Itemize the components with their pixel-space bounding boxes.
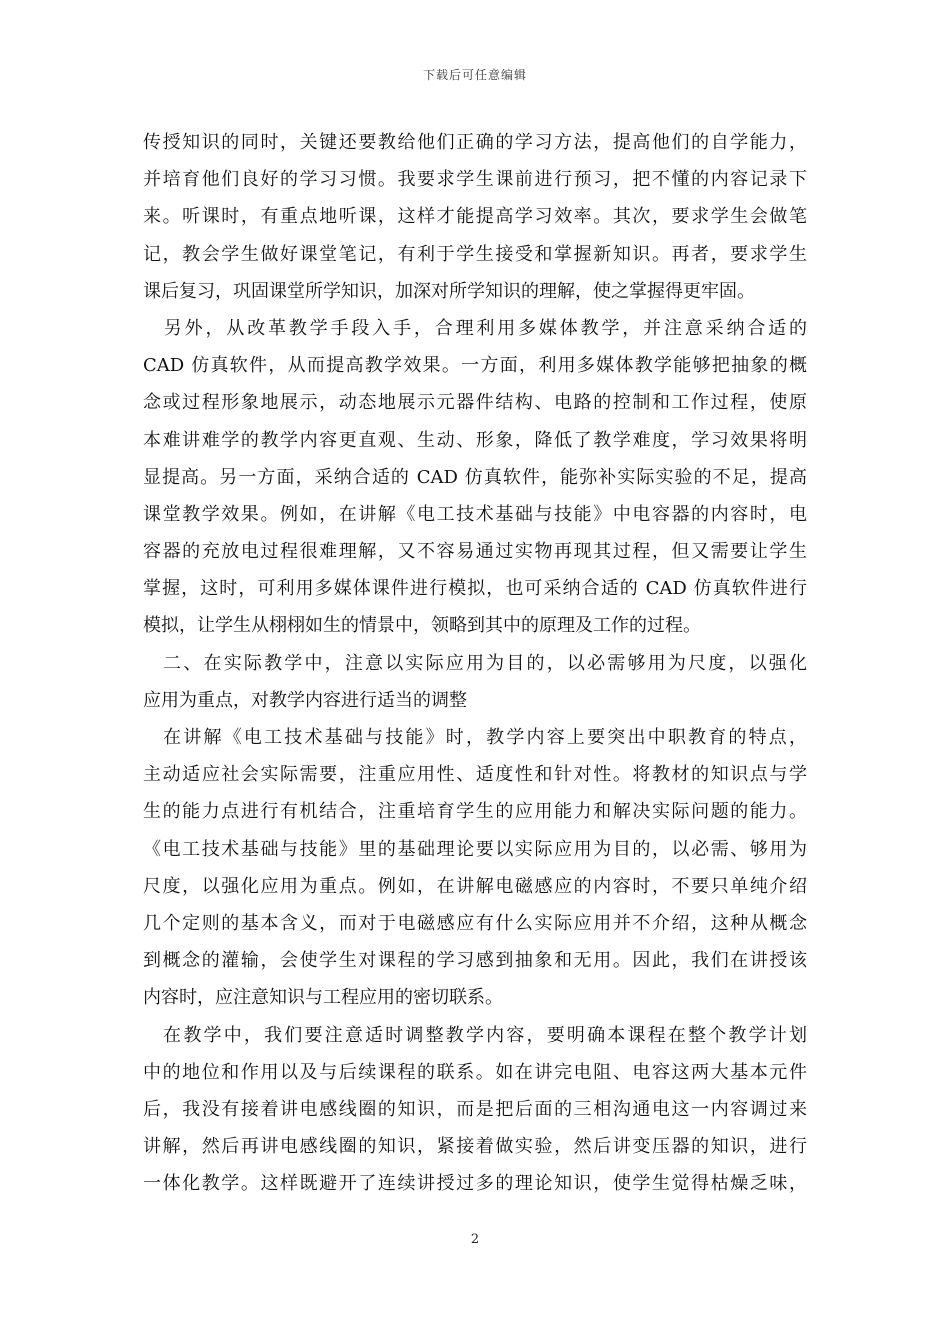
text-line: 一体化教学。这样既避开了连续讲授过多的理论知识，使学生觉得枯燥乏味， bbox=[143, 1173, 807, 1195]
page-number: 2 bbox=[470, 1232, 480, 1247]
text-line: 二、在实际教学中，注意以实际应用为目的，以必需够用为尺度，以强化 bbox=[143, 652, 807, 674]
text-line: 《电工技术基础与技能》里的基础理论要以实际应用为目的，以必需、够用为 bbox=[143, 838, 807, 860]
text-line: 生的能力点进行有机结合，注重培育学生的应用能力和解决实际问题的能力。 bbox=[143, 801, 807, 823]
text-line: 主动适应社会实际需要，注重应用性、适度性和针对性。将教材的知识点与学 bbox=[143, 764, 807, 786]
text-line: 讲解，然后再讲电感线圈的知识，紧接着做实验，然后讲变压器的知识，进行 bbox=[143, 1136, 807, 1158]
text-line: 另外，从改革教学手段入手，合理利用多媒体教学，并注意采纳合适的 bbox=[143, 317, 807, 339]
text-line: 本难讲难学的教学内容更直观、生动、形象，降低了教学难度，学习效果将明 bbox=[143, 429, 807, 451]
text-line: 后，我没有接着讲电感线圈的知识，而是把后面的三相沟通电这一内容调过来 bbox=[143, 1098, 807, 1120]
text-line: 中的地位和作用以及与后续课程的联系。如在讲完电阻、电容这两大基本元件 bbox=[143, 1061, 807, 1083]
text-line: 在讲解《电工技术基础与技能》时，教学内容上要突出中职教育的特点， bbox=[143, 727, 807, 748]
text-line: 显提高。另一方面，采纳合适的 CAD 仿真软件，能弥补实际实验的不足，提高 bbox=[143, 466, 807, 488]
text-line: 模拟，让学生从栩栩如生的情景中，领略到其中的原理及工作的过程。 bbox=[143, 615, 701, 637]
text-line: 并培育他们良好的学习习惯。我要求学生课前进行预习，把不懂的内容记录下 bbox=[143, 169, 807, 191]
text-line: 在教学中，我们要注意适时调整教学内容，要明确本课程在整个教学计划 bbox=[143, 1024, 807, 1046]
text-line: 到概念的灌输，会使学生对课程的学习感到抽象和无用。因此，我们在讲授该 bbox=[143, 950, 807, 972]
text-line: 念或过程形象地展示，动态地展示元器件结构、电路的控制和工作过程，使原 bbox=[143, 392, 807, 414]
text-line: 应用为重点，对教学内容进行适当的调整 bbox=[143, 689, 467, 711]
text-line: 尺度，以强化应用为重点。例如，在讲解电磁感应的内容时，不要只单纯介绍 bbox=[143, 875, 807, 897]
text-line: CAD 仿真软件，从而提高教学效果。一方面，利用多媒体教学能够把抽象的概 bbox=[143, 355, 807, 377]
text-line: 容器的充放电过程很难理解，又不容易通过实物再现其过程，但又需要让学生 bbox=[143, 541, 807, 563]
text-line: 内容时，应注意知识与工程应用的密切联系。 bbox=[143, 987, 503, 1009]
text-line: 传授知识的同时，关键还要教给他们正确的学习方法，提高他们的自学能力， bbox=[143, 132, 807, 153]
text-line: 记，教会学生做好课堂笔记，有利于学生接受和掌握新知识。再者，要求学生 bbox=[143, 243, 807, 265]
page-header: 下载后可任意编辑 bbox=[422, 68, 527, 82]
text-line: 几个定则的基本含义，而对于电磁感应有什么实际应用并不介绍，这种从概念 bbox=[143, 912, 807, 934]
text-line: 课堂教学效果。例如，在讲解《电工技术基础与技能》中电容器的内容时，电 bbox=[143, 503, 807, 525]
text-line: 来。听课时，有重点地听课，这样才能提高学习效率。其次，要求学生会做笔 bbox=[143, 206, 807, 228]
text-line: 课后复习，巩固课堂所学知识，加深对所学知识的理解，使之掌握得更牢固。 bbox=[143, 280, 755, 302]
text-line: 掌握，这时，可利用多媒体课件进行模拟，也可采纳合适的 CAD 仿真软件进行 bbox=[143, 578, 807, 600]
document-body bbox=[143, 124, 807, 1202]
